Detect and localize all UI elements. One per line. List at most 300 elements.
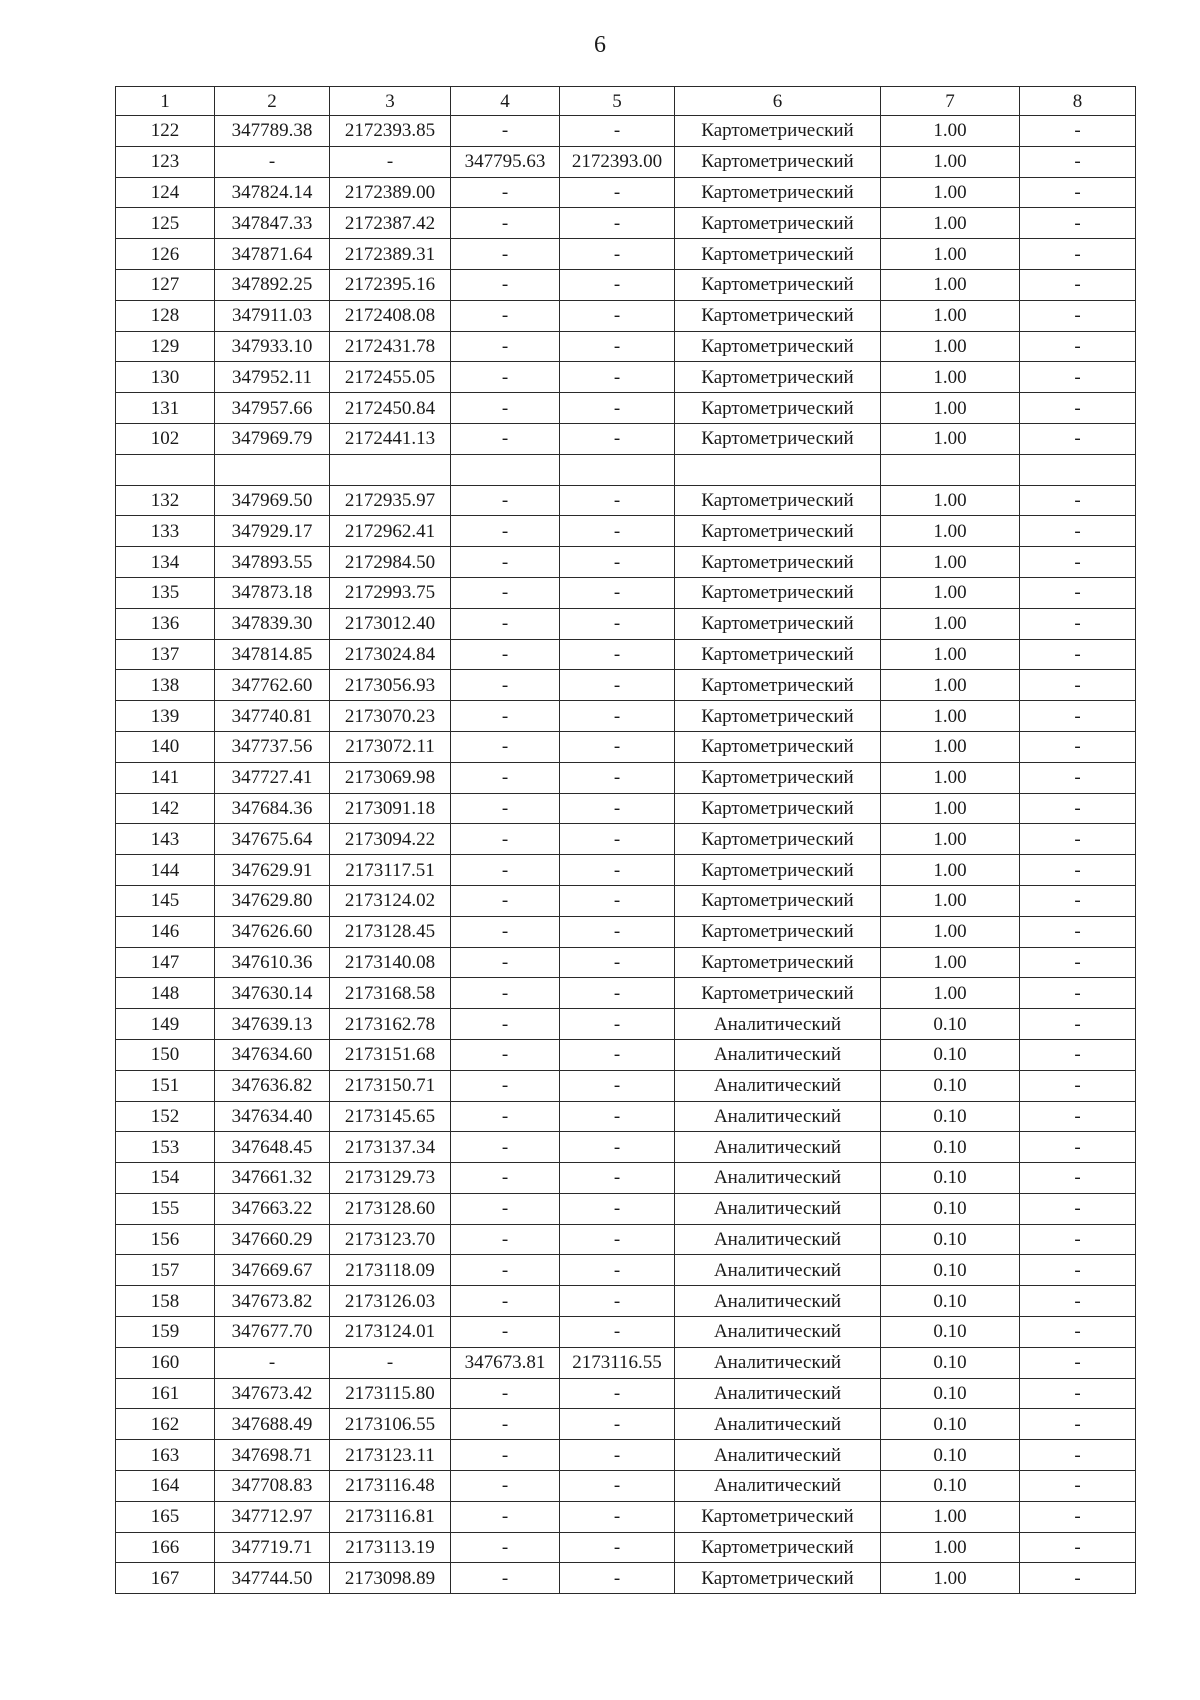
table-row (116, 1255, 1136, 1286)
table-cell: 146 (116, 916, 215, 947)
table-cell: 1.00 (881, 239, 1020, 270)
table-cell: 1.00 (881, 516, 1020, 547)
table-cell: 133 (116, 516, 215, 547)
table-cell: Аналитический (675, 1039, 881, 1070)
table-cell: 347839.30 (215, 608, 330, 639)
table-cell: - (560, 362, 675, 393)
table-cell: - (451, 885, 560, 916)
table-cell: 1.00 (881, 793, 1020, 824)
table-cell: 2173128.60 (330, 1193, 451, 1224)
table-cell: - (451, 1070, 560, 1101)
table-cell: 1.00 (881, 362, 1020, 393)
table-cell: Аналитический (675, 1070, 881, 1101)
table-cell: 157 (116, 1255, 215, 1286)
table-row (116, 1224, 1136, 1255)
table-cell: - (451, 639, 560, 670)
table-cell: 347824.14 (215, 177, 330, 208)
table-cell: - (560, 824, 675, 855)
table-cell: - (560, 208, 675, 239)
table-row (116, 239, 1136, 270)
table-cell: Аналитический (675, 1471, 881, 1502)
table-cell: - (451, 1317, 560, 1348)
table-cell: - (1020, 423, 1136, 454)
table-cell: 2173150.71 (330, 1070, 451, 1101)
table-cell: 0.10 (881, 1224, 1020, 1255)
table-cell: 143 (116, 824, 215, 855)
table-cell: 2173126.03 (330, 1286, 451, 1317)
table-cell: 1.00 (881, 146, 1020, 177)
table-cell: 136 (116, 608, 215, 639)
table-cell: 155 (116, 1193, 215, 1224)
table-cell: 2173168.58 (330, 978, 451, 1009)
table-cell: 347639.13 (215, 1009, 330, 1040)
table-cell: - (451, 1193, 560, 1224)
table-cell: - (560, 1039, 675, 1070)
table-cell: 2173128.45 (330, 916, 451, 947)
table-cell: - (451, 793, 560, 824)
table-cell: 347626.60 (215, 916, 330, 947)
table-cell: 128 (116, 300, 215, 331)
table-cell: 1.00 (881, 731, 1020, 762)
table-row (116, 793, 1136, 824)
table-cell: 347629.80 (215, 885, 330, 916)
table-cell: - (451, 855, 560, 886)
table-row (116, 208, 1136, 239)
table-row (116, 1009, 1136, 1040)
table-row (116, 331, 1136, 362)
table-row (116, 1347, 1136, 1378)
table-cell: - (1020, 978, 1136, 1009)
table-cell: - (1020, 1440, 1136, 1471)
table-cell: 130 (116, 362, 215, 393)
table-cell: Аналитический (675, 1009, 881, 1040)
table-cell: Картометрический (675, 362, 881, 393)
table-cell: 347933.10 (215, 331, 330, 362)
table-cell: 2172431.78 (330, 331, 451, 362)
table-cell: - (451, 116, 560, 147)
table-cell: 151 (116, 1070, 215, 1101)
table-cell: - (560, 116, 675, 147)
table-cell: 0.10 (881, 1286, 1020, 1317)
table-cell: Картометрический (675, 177, 881, 208)
table-cell: 137 (116, 639, 215, 670)
table-cell: 347698.71 (215, 1440, 330, 1471)
table-cell: 347727.41 (215, 762, 330, 793)
table-cell: 1.00 (881, 177, 1020, 208)
table-cell: 125 (116, 208, 215, 239)
table-cell: 347893.55 (215, 547, 330, 578)
table-cell: 0.10 (881, 1163, 1020, 1194)
table-row (116, 1039, 1136, 1070)
table-cell: - (1020, 855, 1136, 886)
table-cell: Картометрический (675, 885, 881, 916)
table-cell: 2172387.42 (330, 208, 451, 239)
table-row (116, 547, 1136, 578)
table-cell: - (1020, 1193, 1136, 1224)
table-cell: Картометрический (675, 393, 881, 424)
table-cell: - (560, 1471, 675, 1502)
table-cell: Картометрический (675, 855, 881, 886)
table-cell: - (451, 331, 560, 362)
table-cell: 2173140.08 (330, 947, 451, 978)
table-cell: 0.10 (881, 1347, 1020, 1378)
table-cell: - (560, 1378, 675, 1409)
table-cell: Картометрический (675, 208, 881, 239)
table-cell: 1.00 (881, 762, 1020, 793)
table-cell: 2172962.41 (330, 516, 451, 547)
table-cell: - (451, 1039, 560, 1070)
table-cell: Аналитический (675, 1440, 881, 1471)
table-cell: - (451, 670, 560, 701)
table-cell: Картометрический (675, 1501, 881, 1532)
table-row (116, 731, 1136, 762)
table-cell: 0.10 (881, 1009, 1020, 1040)
table-cell: 2172935.97 (330, 485, 451, 516)
table-cell: Картометрический (675, 1532, 881, 1563)
table-row (116, 947, 1136, 978)
table-cell: 1.00 (881, 916, 1020, 947)
table-cell: 2173116.81 (330, 1501, 451, 1532)
table-cell: - (451, 916, 560, 947)
table-cell: 347873.18 (215, 577, 330, 608)
table-row (116, 393, 1136, 424)
table-cell: Аналитический (675, 1224, 881, 1255)
table-cell: 347673.82 (215, 1286, 330, 1317)
table-cell: Аналитический (675, 1317, 881, 1348)
table-cell: Картометрический (675, 269, 881, 300)
table-cell: Аналитический (675, 1378, 881, 1409)
table-row (116, 1317, 1136, 1348)
table-cell: 144 (116, 855, 215, 886)
table-cell: 127 (116, 269, 215, 300)
table-cell: - (560, 1563, 675, 1594)
column-header: 2 (215, 87, 330, 116)
table-cell: - (560, 1101, 675, 1132)
table-cell: 347911.03 (215, 300, 330, 331)
table-cell: - (560, 1163, 675, 1194)
table-cell: Аналитический (675, 1286, 881, 1317)
table-cell: 2173094.22 (330, 824, 451, 855)
table-cell: - (451, 485, 560, 516)
table-header-row (116, 87, 1136, 116)
table-cell (330, 454, 451, 485)
table-cell: 147 (116, 947, 215, 978)
table-cell: - (560, 1286, 675, 1317)
table-cell: Картометрический (675, 947, 881, 978)
table-cell: Картометрический (675, 608, 881, 639)
table-cell: 0.10 (881, 1132, 1020, 1163)
table-cell: 131 (116, 393, 215, 424)
table-cell: Картометрический (675, 547, 881, 578)
table-row (116, 670, 1136, 701)
table-cell: 2173118.09 (330, 1255, 451, 1286)
table-cell: 347719.71 (215, 1532, 330, 1563)
table-cell: - (1020, 393, 1136, 424)
table-cell: 1.00 (881, 701, 1020, 732)
table-cell: 347737.56 (215, 731, 330, 762)
table-cell: 347629.91 (215, 855, 330, 886)
table-row (116, 423, 1136, 454)
table-row (116, 300, 1136, 331)
table-cell: 2173123.11 (330, 1440, 451, 1471)
table-cell: Картометрический (675, 300, 881, 331)
table-cell (451, 454, 560, 485)
table-cell: - (451, 269, 560, 300)
table-cell: Картометрический (675, 762, 881, 793)
table-cell: Аналитический (675, 1347, 881, 1378)
table-cell: 1.00 (881, 1532, 1020, 1563)
table-cell: 153 (116, 1132, 215, 1163)
table-cell: 165 (116, 1501, 215, 1532)
table-cell: - (1020, 762, 1136, 793)
table-cell: - (560, 916, 675, 947)
table-cell: - (560, 885, 675, 916)
table-cell: Аналитический (675, 1132, 881, 1163)
table-cell: 347952.11 (215, 362, 330, 393)
table-cell (215, 454, 330, 485)
table-cell: - (560, 1440, 675, 1471)
table-row (116, 1532, 1136, 1563)
table-cell: - (1020, 885, 1136, 916)
table-cell: 160 (116, 1347, 215, 1378)
table-cell: 347648.45 (215, 1132, 330, 1163)
table-row (116, 855, 1136, 886)
table-cell: 2173137.34 (330, 1132, 451, 1163)
table-cell: 1.00 (881, 947, 1020, 978)
table-cell: - (451, 978, 560, 1009)
table-cell: - (1020, 300, 1136, 331)
table-cell: 347789.38 (215, 116, 330, 147)
table-cell: - (451, 423, 560, 454)
table-cell: - (451, 1440, 560, 1471)
table-cell: - (1020, 824, 1136, 855)
table-cell: 138 (116, 670, 215, 701)
table-cell: 163 (116, 1440, 215, 1471)
table-cell: 1.00 (881, 300, 1020, 331)
table-cell: - (451, 762, 560, 793)
table-cell: 2173070.23 (330, 701, 451, 732)
table-cell: 347871.64 (215, 239, 330, 270)
table-cell: - (451, 701, 560, 732)
table-cell: - (560, 1409, 675, 1440)
table-cell: - (451, 239, 560, 270)
table-cell: - (1020, 1347, 1136, 1378)
table-cell: Аналитический (675, 1163, 881, 1194)
table-cell: 347669.67 (215, 1255, 330, 1286)
table-cell: 0.10 (881, 1193, 1020, 1224)
table-cell: 1.00 (881, 885, 1020, 916)
table-row (116, 701, 1136, 732)
table-row (116, 146, 1136, 177)
table-cell: 2173151.68 (330, 1039, 451, 1070)
table-cell (675, 454, 881, 485)
table-cell: 2173124.01 (330, 1317, 451, 1348)
table-cell: 347684.36 (215, 793, 330, 824)
table-cell: - (451, 1255, 560, 1286)
table-cell: - (1020, 485, 1136, 516)
table-cell: 167 (116, 1563, 215, 1594)
table-row (116, 177, 1136, 208)
table-cell: - (451, 362, 560, 393)
table-row (116, 1409, 1136, 1440)
table-cell: Аналитический (675, 1255, 881, 1286)
table-cell: - (1020, 208, 1136, 239)
table-cell: Аналитический (675, 1101, 881, 1132)
table-cell: 1.00 (881, 423, 1020, 454)
table-row (116, 1471, 1136, 1502)
table-cell: - (560, 269, 675, 300)
table-cell: - (1020, 731, 1136, 762)
table-cell: 1.00 (881, 978, 1020, 1009)
table-cell: 347663.22 (215, 1193, 330, 1224)
table-cell: - (1020, 1409, 1136, 1440)
table-cell: - (1020, 577, 1136, 608)
table-cell: 0.10 (881, 1070, 1020, 1101)
table-cell: Картометрический (675, 701, 881, 732)
table-cell (560, 454, 675, 485)
table-cell: 2172393.85 (330, 116, 451, 147)
table-cell: - (451, 177, 560, 208)
table-cell: - (1020, 701, 1136, 732)
table-cell: - (560, 1501, 675, 1532)
table-cell: Картометрический (675, 577, 881, 608)
table-cell: - (1020, 1039, 1136, 1070)
table-cell: - (1020, 1501, 1136, 1532)
table-cell: Картометрический (675, 146, 881, 177)
table-cell: - (560, 639, 675, 670)
table-cell: 347847.33 (215, 208, 330, 239)
table-cell: - (560, 670, 675, 701)
table-cell (881, 454, 1020, 485)
table-row (116, 639, 1136, 670)
table-cell: 347969.79 (215, 423, 330, 454)
table-cell: 2173115.80 (330, 1378, 451, 1409)
table-cell: 134 (116, 547, 215, 578)
table-cell: - (330, 146, 451, 177)
table-cell: 347675.64 (215, 824, 330, 855)
table-cell: 2172455.05 (330, 362, 451, 393)
table-cell: 0.10 (881, 1409, 1020, 1440)
table-cell: - (560, 393, 675, 424)
table-cell: 2173069.98 (330, 762, 451, 793)
table-cell: 126 (116, 239, 215, 270)
table-cell: - (451, 547, 560, 578)
table-cell: 1.00 (881, 608, 1020, 639)
table-cell: 2173117.51 (330, 855, 451, 886)
table-cell: Аналитический (675, 1409, 881, 1440)
table-cell: 2173124.02 (330, 885, 451, 916)
table-cell: - (451, 393, 560, 424)
table-body (116, 87, 1136, 1594)
table-cell: 1.00 (881, 116, 1020, 147)
table-cell: 2172450.84 (330, 393, 451, 424)
table-cell: 148 (116, 978, 215, 1009)
table-cell: 2173113.19 (330, 1532, 451, 1563)
table-cell: 2172993.75 (330, 577, 451, 608)
table-cell: 347634.40 (215, 1101, 330, 1132)
table-cell: - (451, 824, 560, 855)
table-cell: - (1020, 1101, 1136, 1132)
column-header: 4 (451, 87, 560, 116)
table-cell: Картометрический (675, 731, 881, 762)
table-row (116, 608, 1136, 639)
table-cell: 135 (116, 577, 215, 608)
column-header: 8 (1020, 87, 1136, 116)
table-cell: - (560, 762, 675, 793)
table-row (116, 1070, 1136, 1101)
table-cell: - (1020, 1132, 1136, 1163)
table-cell: 347712.97 (215, 1501, 330, 1532)
table-cell: 1.00 (881, 208, 1020, 239)
table-cell: - (560, 855, 675, 886)
table-cell: - (1020, 947, 1136, 978)
table-cell: 2172389.31 (330, 239, 451, 270)
table-cell: - (1020, 516, 1136, 547)
table-row (116, 1440, 1136, 1471)
table-cell: - (1020, 639, 1136, 670)
table-cell: - (451, 516, 560, 547)
table-cell: - (560, 793, 675, 824)
table-cell: - (1020, 916, 1136, 947)
table-cell: - (451, 1471, 560, 1502)
table-row (116, 885, 1136, 916)
table-row (116, 577, 1136, 608)
table-cell: - (1020, 1163, 1136, 1194)
table-cell: - (1020, 146, 1136, 177)
table-cell: Картометрический (675, 423, 881, 454)
table-cell: 0.10 (881, 1440, 1020, 1471)
table-cell: - (215, 1347, 330, 1378)
table-cell: 2172408.08 (330, 300, 451, 331)
table-cell: - (451, 1409, 560, 1440)
table-row (116, 824, 1136, 855)
table-cell: Картометрический (675, 978, 881, 1009)
table-cell: 158 (116, 1286, 215, 1317)
table-cell: 2173098.89 (330, 1563, 451, 1594)
table-cell: 0.10 (881, 1101, 1020, 1132)
table-cell: 1.00 (881, 1501, 1020, 1532)
table-row (116, 269, 1136, 300)
table-row (116, 916, 1136, 947)
table-cell: - (451, 1132, 560, 1163)
table-cell: - (1020, 1563, 1136, 1594)
table-cell: - (1020, 547, 1136, 578)
table-cell: 2172984.50 (330, 547, 451, 578)
table-cell: Картометрический (675, 793, 881, 824)
table-cell: - (451, 1286, 560, 1317)
table-cell: - (560, 1070, 675, 1101)
table-cell: 347929.17 (215, 516, 330, 547)
table-cell: - (451, 731, 560, 762)
table-cell: 159 (116, 1317, 215, 1348)
table-cell: - (451, 1224, 560, 1255)
table-cell: 347677.70 (215, 1317, 330, 1348)
table-cell: 2173123.70 (330, 1224, 451, 1255)
table-cell: 2173145.65 (330, 1101, 451, 1132)
table-cell: - (1020, 1317, 1136, 1348)
table-cell: 2173091.18 (330, 793, 451, 824)
table-row (116, 485, 1136, 516)
table-cell: 347634.60 (215, 1039, 330, 1070)
table-row (116, 516, 1136, 547)
table-cell: - (215, 146, 330, 177)
table-cell: 347762.60 (215, 670, 330, 701)
table-cell: 347673.81 (451, 1347, 560, 1378)
table-cell: - (560, 331, 675, 362)
table-cell: - (560, 1009, 675, 1040)
table-cell: - (560, 177, 675, 208)
table-cell: 2172389.00 (330, 177, 451, 208)
